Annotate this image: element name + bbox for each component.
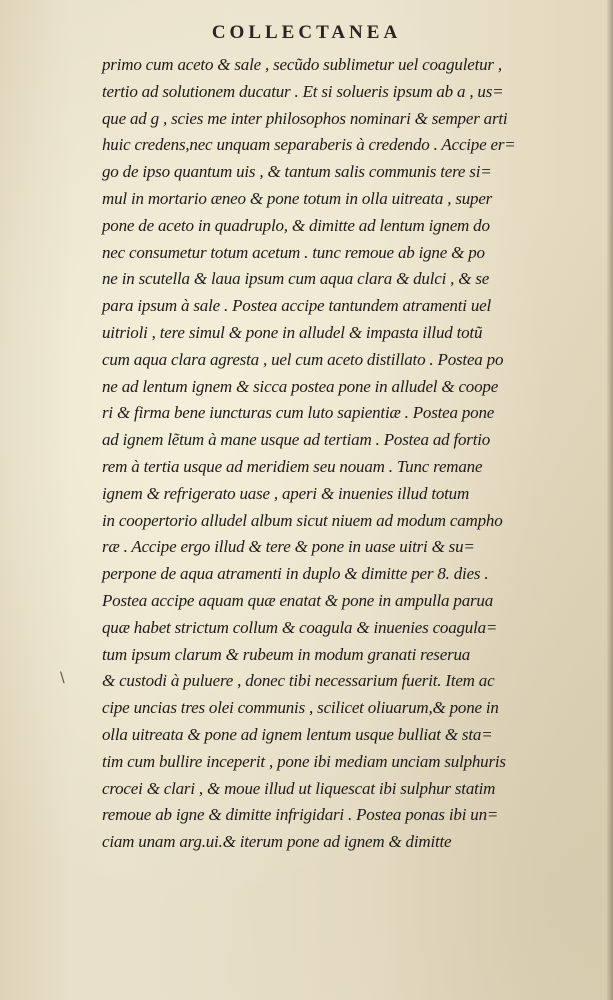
body-text: [102, 52, 588, 856]
text-line: huic credens,nec unquam separaberis à credendo . Accipe er=: [102, 135, 516, 155]
text-line: cipe uncias tres olei communis , scilicet oliuarum,& pone in: [102, 698, 499, 718]
text-line: cum aqua clara agresta , uel cum aceto distillato . Postea po: [102, 349, 504, 369]
text-line: crocei & clari , & moue illud ut liquescat ibi sulphur statim: [102, 778, 496, 798]
text-line: tertio ad solutionem ducatur . Et si solueris ipsum ab a , us=: [102, 81, 504, 101]
text-line: & custodi à puluere , donec tibi necessarium fuerit. Item ac: [102, 671, 495, 691]
text-line: ad ignem lẽtum à mane usque ad tertiam . Postea ad fortio: [102, 430, 491, 450]
margin-mark: \: [60, 670, 65, 686]
text-line: primo cum aceto & sale , secũdo sublimetur uel coaguletur ,: [102, 55, 502, 74]
text-line: ne in scutella & laua ipsum cum aqua clara & dulci , & se: [102, 269, 490, 289]
text-line: tim cum bullire inceperit , pone ibi mediam unciam sulphuris: [102, 751, 506, 771]
text-line: nec consumetur totum acetum . tunc remoue ab igne & po: [102, 242, 485, 262]
text-line: perpone de aqua atramenti in duplo & dimitte per 8. dies .: [102, 564, 489, 584]
text-line: quæ habet strictum collum & coagula & inuenies coagula=: [102, 617, 498, 637]
text-line: tum ipsum clarum & rubeum in modum granati reserua: [102, 644, 471, 664]
text-line: ignem & refrigerato uase , aperi & inuenies illud totum: [102, 483, 470, 503]
text-line: que ad g , scies me inter philosophos nominari & semper arti: [102, 108, 508, 128]
text-line: pone de aceto in quadruplo, & dimitte ad lentum ignem do: [102, 215, 490, 235]
text-line: go de ipso quantum uis , & tantum salis communis tere si=: [102, 162, 492, 182]
text-line: olla uitreata & pone ad ignem lentum usque bulliat & sta=: [102, 724, 493, 744]
text-line: mul in mortario æneo & pone totum in olla uitreata , super: [102, 188, 493, 208]
page-edge-shadow: [607, 0, 613, 1000]
text-line: ræ . Accipe ergo illud & tere & pone in uase uitri & su=: [102, 537, 475, 557]
text-line: ne ad lentum ignem & sicca postea pone in alludel & coope: [102, 376, 499, 396]
text-line: uitrioli , tere simul & pone in alludel & impasta illud totũ: [102, 322, 483, 342]
text-line: Postea accipe aquam quæ enatat & pone in ampulla parua: [102, 590, 494, 610]
text-line: remoue ab igne & dimitte infrigidari . Postea ponas ibi un=: [102, 805, 499, 825]
text-line: rem à tertia usque ad meridiem seu nouam . Tunc remane: [102, 456, 483, 476]
text-line: para ipsum à sale . Postea accipe tantundem atramenti uel: [102, 296, 491, 316]
text-line: ri & firma bene iuncturas cum luto sapientiæ . Postea pone: [102, 403, 495, 423]
text-line: ciam unam arg.ui.& iterum pone ad ignem & dimitte: [102, 832, 452, 852]
running-head: COLLECTANEA: [211, 22, 402, 43]
text-line: in coopertorio alludel album sicut niuem ad modum campho: [102, 510, 503, 530]
